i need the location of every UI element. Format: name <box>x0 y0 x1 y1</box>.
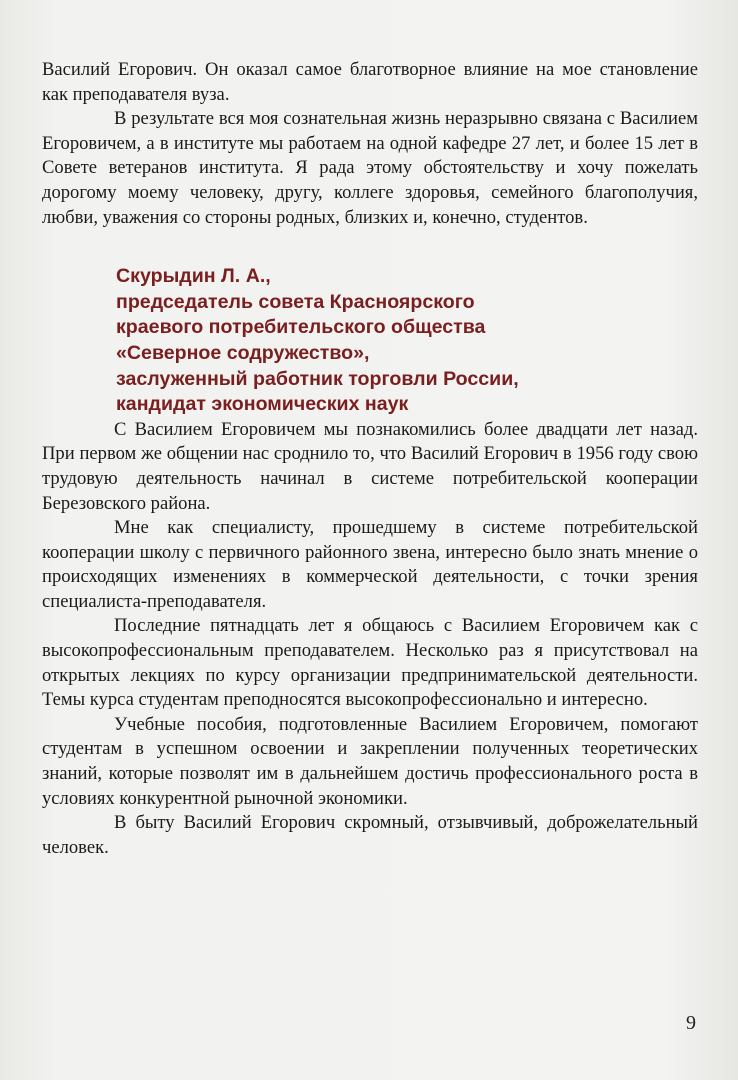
paragraph: В быту Василий Егорович скромный, отзывчивый, доброжелательный человек. <box>42 812 698 858</box>
author-name: Скурыдин Л. А., <box>116 265 271 288</box>
author-title-line: кандидат экономических наук <box>116 393 409 416</box>
author-title-line: краевого потребительского общества <box>116 316 486 339</box>
author-heading <box>116 264 636 418</box>
paragraph: В результате вся моя сознательная жизнь неразрывно связана с Василием Егоровичем, а в институте мы работаем на одной кафедре 27 лет, и более 15 лет в Совете ветеранов института. Я рада этому обстоятельству и хочу пожелать дорогому моему человеку, другу, коллеге здоровья, семейного благополучия, любви, уважения со стороны родных, близких и, конечно, студентов. <box>42 108 698 228</box>
author-title-line: заслуженный работник торговли России, <box>116 367 519 390</box>
paragraph: Учебные пособия, подготовленные Василием Егоровичем, помогают студентам в успешном освоении и закреплении полученных теоретических знаний, которые позволят им в дальнейшем достичь профессионального роста в условиях конкурентной рыночной экономики. <box>42 713 698 809</box>
paragraph: Мне как специалисту, прошедшему в системе потребительской кооперации школу с первичного районного звена, интересно было знать мнение о происходящих изменениях в коммерческой деятельности, с точки зрения специалиста-преподавателя. <box>42 517 698 612</box>
paragraph: С Василием Егоровичем мы познакомились более двадцати лет назад. При первом же общении нас сроднило то, что Василий Егорович в 1956 году свою трудовую деятельность начинал в системе потребительской кооперации Березовского района. <box>42 418 698 514</box>
paragraph: Последние пятнадцать лет я общаюсь с Василием Егоровичем как с высокопрофессиональным преподавателем. Несколько раз я присутствовал на открытых лекциях по курсу организации предпринимательской деятельности. Темы курса студентам преподносятся высокопрофессионально и интересно. <box>42 615 698 711</box>
paragraph-continued: Василий Егорович. Он оказал самое благотворное влияние на мое становление как преподавателя вуза. <box>42 59 698 105</box>
author-title-line: «Северное содружество», <box>116 341 370 364</box>
page-content <box>42 58 698 860</box>
author-title-line: председатель совета Красноярского <box>116 290 475 313</box>
page-number: 9 <box>686 1012 696 1034</box>
